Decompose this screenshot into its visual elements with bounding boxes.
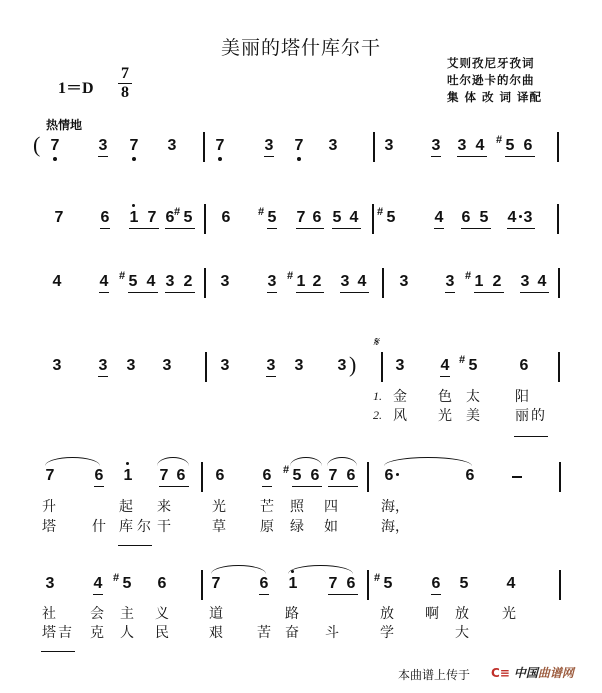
note: 3 [126,357,136,374]
note: 3 [220,273,230,290]
high-octave-dot [126,462,129,465]
lyric-char: 民 [155,625,169,641]
note: 5 # [466,357,480,375]
slur-arc [327,457,357,466]
time-sig-numerator: 7 [121,65,129,82]
note: 3 [523,209,533,226]
note: 6 [94,467,104,484]
verse-number: 1. [373,389,382,403]
note: 7 [211,575,221,592]
beam-underline [328,486,358,487]
note: 6 [215,467,225,484]
note: 7 [54,209,64,226]
lyric-char: 会 [90,606,104,622]
sharp-accidental: # [174,206,181,218]
eighth-underline [440,376,450,377]
sharp-accidental: # [258,206,265,218]
note: 5 [479,209,489,226]
lyric-char: 主 [120,606,134,622]
lyric-char: 尔 [137,519,151,535]
eighth-underline [99,292,109,293]
note: 3 [167,137,177,154]
lyric-char: 色 [438,389,452,405]
note: 3 [520,273,530,290]
beam-underline [340,292,369,293]
note: 4 [99,273,109,290]
note: 3 [337,357,347,374]
note: 6 [519,357,529,374]
time-signature [118,66,132,101]
lyric-melisma-underline [41,651,75,652]
lyric-char: 光 [212,499,226,515]
note: 7 [45,467,55,484]
note: 1 [286,575,300,593]
beam-underline [128,292,158,293]
note: 7 [296,209,306,226]
barline [558,268,560,298]
score-title: 美丽的塔什库尔干 [220,37,381,59]
note: 6 [176,467,186,484]
eighth-underline [431,594,441,595]
beam-underline [129,228,159,229]
lyric-char: 来 [157,499,171,515]
lyric-char: 光 [502,606,516,622]
eighth-underline [93,594,103,595]
barline [559,462,561,492]
note: 5 # [181,209,195,227]
note: 3 [395,357,405,374]
barline [201,570,203,600]
eighth-underline [267,292,277,293]
lyric-melisma-underline [118,545,152,546]
repeat-open-paren: ( [33,132,41,157]
time-sig-denominator: 8 [121,84,129,101]
note: 7 [328,467,338,484]
logo-mark-icon: C≡ [491,666,510,680]
note: 3 [266,357,276,374]
barline [201,462,203,492]
arranger-credit: 集 体 改 词 译配 [447,90,543,104]
sharp-accidental: # [377,206,384,218]
note: 6 [157,575,167,592]
note: 6 [461,209,471,226]
lyric-char: 风 [393,408,407,424]
note: 1 # [294,273,308,291]
note: 5 # [381,575,395,593]
note: 6 [346,467,356,484]
lyric-char: 金 [393,389,407,405]
lyric-char: 的 [531,408,545,424]
note: 4 [93,575,103,592]
lyric-char: 放 [380,606,394,622]
note: 3 [52,357,62,374]
note: 6 [259,575,269,592]
logo-text-secondary: 曲谱网 [537,666,574,680]
eighth-underline [266,376,276,377]
barline [205,352,207,382]
note: 2 [312,273,322,290]
low-octave-dot [132,157,136,161]
lyric-char: 大 [455,625,469,641]
barline [204,204,206,234]
note: 4 [475,137,485,154]
low-octave-dot [53,157,57,161]
beam-underline [505,156,535,157]
lyric-char: 塔 [42,519,56,535]
note: 3 [220,357,230,374]
site-logo[interactable] [491,664,574,681]
lyric-char: 奋 [285,625,299,641]
barline [367,570,369,600]
note: 6 [165,209,175,226]
lyric-char: 芒 [260,499,274,515]
lyric-char: 原 [260,519,274,535]
slur-arc [290,457,322,466]
note: 5 # [265,209,279,227]
low-octave-dot [218,157,222,161]
note: 3 [98,357,108,374]
slur-arc [45,457,100,466]
beam-underline [165,228,195,229]
sharp-accidental: # [465,270,472,282]
note: 5 # [120,575,134,593]
repeat-close-paren: ) [349,352,357,377]
note: 1 # [472,273,486,291]
note: 7 [127,137,141,155]
lyric-char: 学 [380,625,394,641]
upload-notice: 本曲谱上传于 [398,668,471,682]
lyric-char: 光 [438,408,452,424]
note: 4 [434,209,444,226]
note: 3 [294,357,304,374]
lyric-char: 丽 [515,408,529,424]
lyric-char: 海， [381,499,409,515]
low-octave-dot [297,157,301,161]
note: 7 [292,137,306,155]
note: 4 [349,209,359,226]
note: 4 [505,209,519,227]
beam-underline [292,486,322,487]
note: 7 [328,575,338,592]
note: 5 [332,209,342,226]
note: 3 [162,357,172,374]
verse-number: 2. [373,408,382,422]
note: 2 [183,273,193,290]
segno-sign: 𝄋 [373,334,379,349]
slur-arc [288,565,353,574]
lyric-char: 太 [466,389,480,405]
note: 6 [346,575,356,592]
barline [557,204,559,234]
note: 3 [264,137,274,154]
slur-arc [384,457,472,466]
sharp-accidental: # [374,572,381,584]
lyric-char: 四 [324,499,338,515]
barline [367,462,369,492]
barline [558,352,560,382]
note: 4 [440,357,450,374]
barline [373,132,375,162]
note: 4 [357,273,367,290]
beam-underline [332,228,361,229]
lyricist-credit: 艾则孜尼牙孜词 [447,56,535,70]
note: 6 [221,209,231,226]
sharp-accidental: # [119,270,126,282]
lyric-char: 克 [90,625,104,641]
lyric-char: 社 [42,606,56,622]
sharp-accidental: # [113,572,120,584]
note: 7 [48,137,62,155]
lyric-char: 吉 [58,625,72,641]
note: 3 [384,137,394,154]
eighth-underline [431,156,441,157]
lyric-char: 库 [119,519,133,535]
barline [557,132,559,162]
eighth-underline [264,156,274,157]
lyric-char: 路 [285,606,299,622]
lyric-char: 起 [119,499,133,515]
note: 6 [100,209,110,226]
note: 7 [159,467,169,484]
lyric-char: 美 [466,408,480,424]
note: 5 # [126,273,140,291]
note: 4 [146,273,156,290]
tempo-marking: 热情地 [46,118,83,132]
note: 1 [127,209,141,227]
note: 3 [445,273,455,290]
note: 3 [45,575,55,592]
beam-underline [328,594,358,595]
note: 3 [340,273,350,290]
lyric-char: 照 [290,499,304,515]
note: 7 [147,209,157,226]
barline [203,132,205,162]
lyric-char: 海， [381,519,409,535]
lyric-char: 阳 [515,389,529,405]
note: 4 [52,273,62,290]
lyric-char: 苦 [257,625,271,641]
eighth-underline [434,228,444,229]
beam-underline [520,292,549,293]
lyric-char: 绿 [290,519,304,535]
lyric-char: 草 [212,519,226,535]
lyric-char: 艰 [209,625,223,641]
note: 6 [262,467,272,484]
barline [559,570,561,600]
lyric-char: 道 [209,606,223,622]
lyric-char: 干 [157,519,171,535]
lyric-melisma-underline [514,436,548,437]
beam-underline [461,228,491,229]
sharp-accidental: # [496,134,503,146]
beam-underline [474,292,504,293]
note: 5 # [503,137,517,155]
lyric-char: 啊 [425,606,439,622]
eighth-underline [445,292,455,293]
sharp-accidental: # [459,354,466,366]
note: 6 [465,467,475,484]
note: 3 [98,137,108,154]
sharp-accidental: # [287,270,294,282]
note: 3 [267,273,277,290]
beam-underline [296,228,324,229]
note: 6 [382,467,396,485]
eighth-underline [262,486,272,487]
slur-arc [157,457,189,466]
note: 3 [165,273,175,290]
note: 6 [310,467,320,484]
note: 1 [121,467,135,485]
lyric-char: 义 [155,606,169,622]
note: 4 [506,575,516,592]
lyric-char: 如 [324,519,338,535]
beam-underline [296,292,324,293]
high-octave-dot [132,204,135,207]
sustain-dash [512,476,522,478]
barline [204,268,206,298]
eighth-underline [98,376,108,377]
barline [381,352,383,382]
eighth-underline [94,486,104,487]
eighth-underline [267,228,277,229]
note: 3 [457,137,467,154]
lyric-char: 什 [92,519,106,535]
key-signature: 1＝D [58,80,94,97]
note: 6 [523,137,533,154]
note: 6 [312,209,322,226]
lyric-char: 人 [120,625,134,641]
note: 6 [431,575,441,592]
eighth-underline [259,594,269,595]
note: 3 [431,137,441,154]
barline [372,204,374,234]
composer-credit: 吐尔逊卡的尔曲 [447,73,535,87]
note: 4 [537,273,547,290]
logo-text-primary: 中国 [513,666,538,680]
note: 3 [328,137,338,154]
slur-arc [211,565,266,574]
beam-underline [165,292,195,293]
eighth-underline [98,156,108,157]
note: 3 [399,273,409,290]
lyric-char: 升 [42,499,56,515]
beam-underline [159,486,189,487]
lyric-char: 放 [455,606,469,622]
barline [382,268,384,298]
note: 5 # [290,467,304,485]
lyric-char: 塔 [42,625,56,641]
augmentation-dot [396,473,399,476]
credits [447,55,542,106]
lyric-char: 斗 [325,625,339,641]
note: 7 [213,137,227,155]
beam-underline [507,228,535,229]
note: 5 # [384,209,398,227]
sharp-accidental: # [283,464,290,476]
eighth-underline [100,228,110,229]
beam-underline [457,156,487,157]
note: 2 [492,273,502,290]
note: 5 [459,575,469,592]
